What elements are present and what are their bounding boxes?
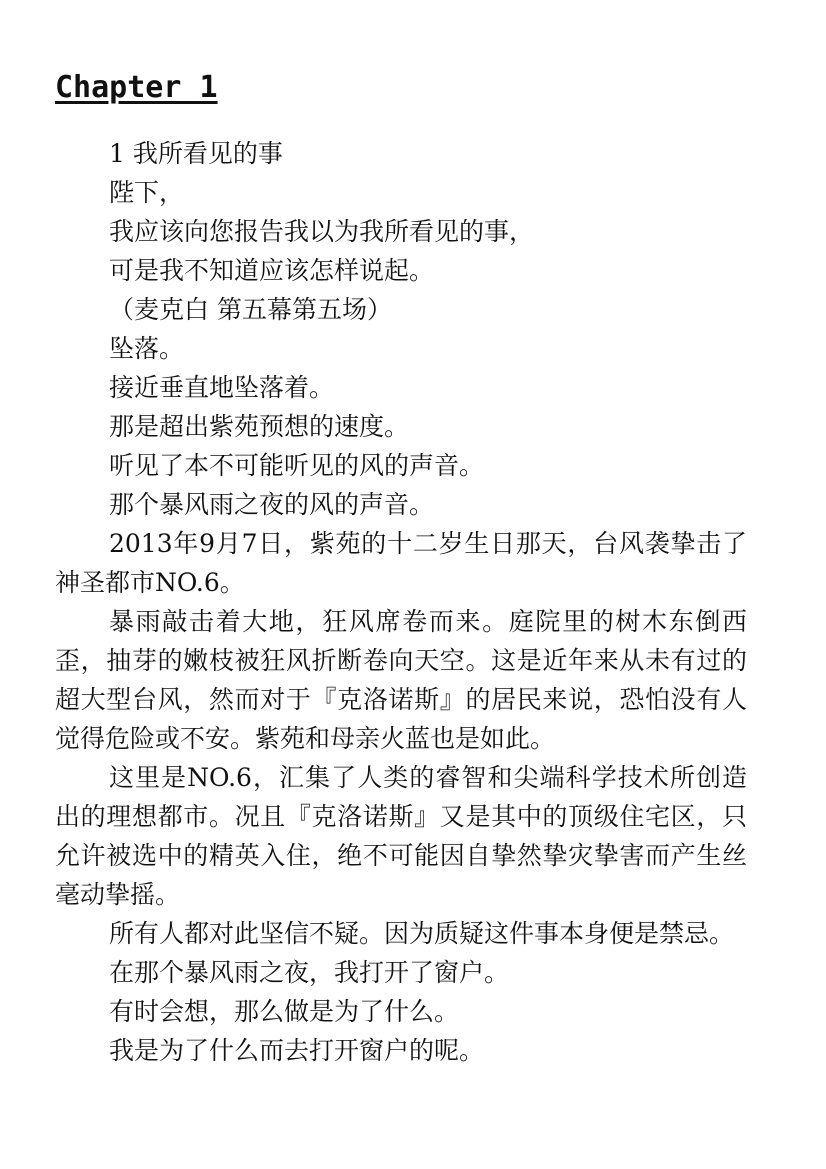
paragraph: 在那个暴风雨之夜，我打开了窗户。 [109, 958, 510, 987]
paragraph: 我是为了什么而去打开窗户的呢。 [109, 1036, 485, 1065]
paragraph: 2013年9月7日，紫苑的十二岁生日那天，台风袭挚击了神圣都市NO.6。 [55, 529, 747, 597]
paragraph: 坠落。 [109, 334, 185, 363]
paragraph: 接近垂直地坠落着。 [109, 373, 335, 402]
chapter-body [55, 134, 747, 1070]
paragraph: 暴雨敲击着大地，狂风席卷而来。庭院里的树木东倒西歪，抽芽的嫩枝被狂风折断卷向天空。这是近年来从未有过的超大型台风，然而对于『克洛诺斯』的居民来说，恐怕没有人觉得危险或不安。紫苑和母亲火蓝也是如此。 [55, 607, 747, 753]
paragraph: 这里是NO.6，汇集了人类的睿智和尖端科学技术所创造出的理想都市。况且『克洛诺斯』又是其中的顶级住宅区，只允许被选中的精英入住，绝不可能因自挚然挚灾挚害而产生丝毫动挚摇。 [55, 763, 747, 909]
paragraph: 听见了本不可能听见的风的声音。 [109, 451, 485, 480]
paragraph-quote-line-2: 我应该向您报告我以为我所看见的事， [109, 217, 535, 246]
paragraph: 有时会想，那么做是为了什么。 [109, 997, 460, 1026]
paragraph-quote-source: （麦克白 第五幕第五场） [109, 295, 392, 324]
paragraph-section-heading: 1 我所看见的事 [109, 139, 283, 168]
chapter-title: Chapter_1 [55, 70, 218, 105]
paragraph-quote-line-3: 可是我不知道应该怎样说起。 [109, 256, 435, 285]
paragraph: 所有人都对此坚信不疑。因为质疑这件事本身便是禁忌。 [109, 919, 735, 948]
paragraph-quote-line-1: 陛下， [109, 178, 185, 207]
paragraph: 那是超出紫苑预想的速度。 [109, 412, 410, 441]
paragraph: 那个暴风雨之夜的风的声音。 [109, 490, 435, 519]
